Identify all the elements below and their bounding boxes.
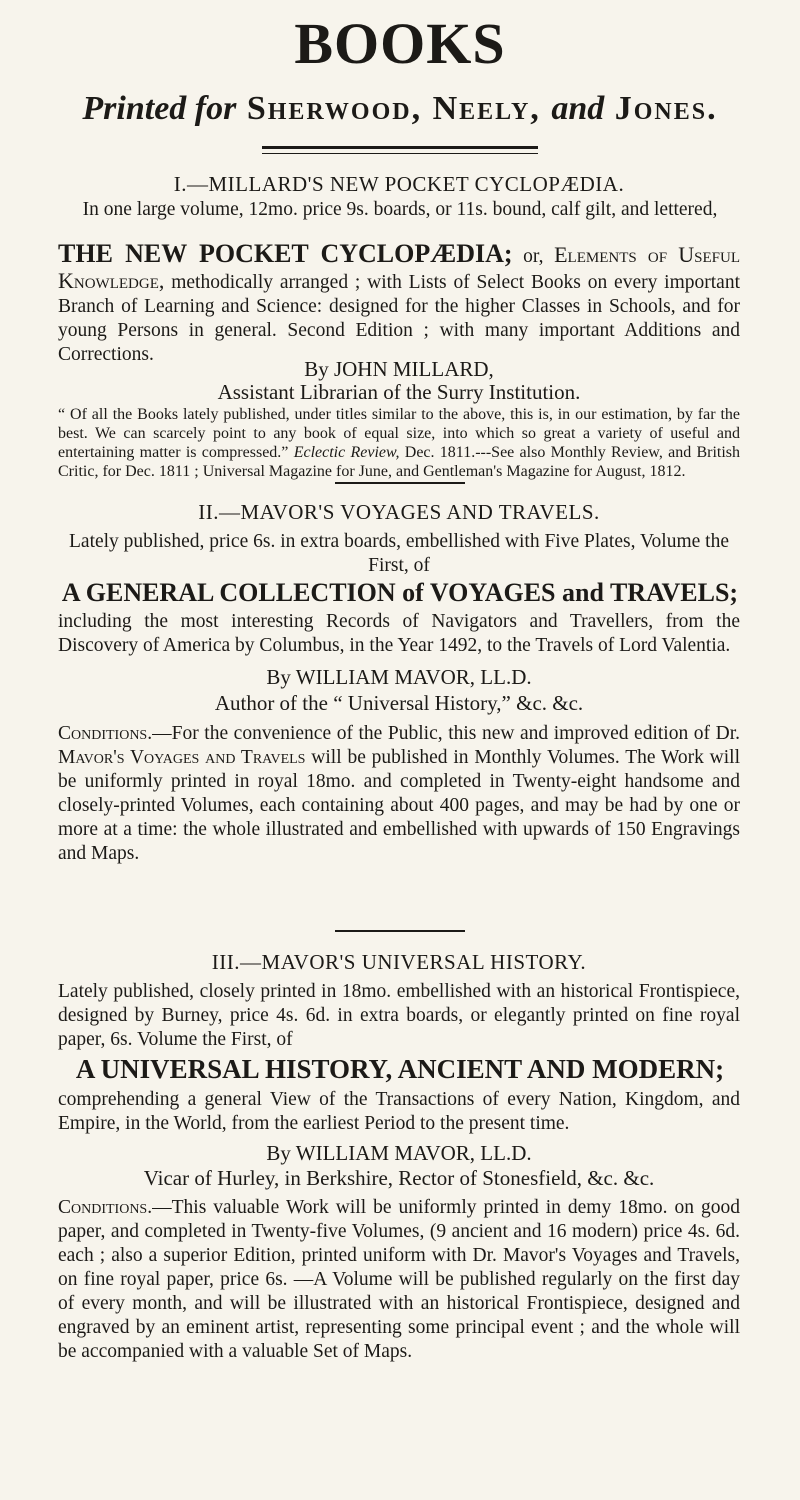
section-2-author: By WILLIAM MAVOR, LL.D.	[266, 665, 532, 689]
section-1-review-quote: “ Of all the Books lately published, under titles similar to the above, this is, in our estimation, by far the best. We can scarcely point to any book of equal size, into which so great a variety of useful and entertaining matter is compressed.”	[58, 406, 740, 461]
section-1-body	[58, 239, 741, 367]
section-2-intro: Lately published, price 6s. in extra boards, embellished with Five Plates, Volume the First, of	[69, 531, 729, 576]
printed-for-label: Printed for	[82, 90, 237, 127]
section-2-book-title: A GENERAL COLLECTION of VOYAGES and TRAVELS;	[61, 578, 739, 607]
section-2-conditions-label: Conditions.	[58, 723, 153, 744]
header-double-rule	[262, 146, 538, 154]
section-1-author-role: Assistant Librarian of the Surry Institution.	[217, 380, 581, 404]
section-2-heading: II.—MAVOR'S VOYAGES AND TRAVELS.	[198, 500, 600, 524]
section-2-conditions-text-1: —For the convenience of the Public, this new and improved edition of Dr.	[152, 723, 740, 744]
section-3-author: By WILLIAM MAVOR, LL.D.	[266, 1141, 532, 1165]
section-1-subtitle: Elements of Useful Knowledge,	[58, 242, 741, 293]
page-title: BOOKS	[294, 11, 506, 76]
section-3-heading: III.—MAVOR'S UNIVERSAL HISTORY.	[211, 950, 587, 974]
section-3-description: comprehending a general View of the Transactions of every Nation, Kingdom, and Empire, in the World, from the earliest Period to the present time.	[58, 1089, 740, 1134]
section-3-conditions-label: Conditions.	[58, 1197, 153, 1218]
section-1-heading: I.—MILLARD'S NEW POCKET CYCLOPÆDIA.	[173, 172, 625, 196]
section-2-conditions	[58, 722, 740, 866]
section-2-author-role: Author of the “ Universal History,” &c. &c.	[214, 691, 584, 715]
section-1-author: By JOHN MILLARD,	[304, 357, 494, 381]
section-1-or: or,	[523, 246, 544, 267]
publisher-neely: Neely,	[432, 90, 541, 127]
section-1-review-source: Eclectic Review,	[293, 444, 400, 461]
section-3-book-title: A UNIVERSAL HISTORY, ANCIENT AND MODERN;	[75, 1054, 725, 1084]
section-3-intro: Lately published, closely printed in 18mo. embellished with an historical Frontispiece, designed by Burney, price 4s. 6d. in extra boards, or elegantly printed on fine royal paper, 6s. Volume the First, of	[58, 981, 740, 1050]
publisher-line	[0, 90, 800, 128]
section-3-conditions-text: —This valuable Work will be uniformly printed in demy 18mo. on good paper, and completed in Twenty-five Volumes, (9 ancient and 16 modern) price 4s. 6d. each ; also a superior Edition, printed uniform with Dr. Mavor's Voyages and Travels, on fine royal paper, price 6s. —A Volume will be published regularly on the first day of every month, and will be illustrated with an historical Frontispiece, designed and engraved by an eminent artist, representing some principal event ; and the whole will be accompanied with a valuable Set of Maps.	[58, 1197, 740, 1362]
section-2-description: including the most interesting Records of Navigators and Travellers, from the Discovery of America by Columbus, in the Year 1492, to the Travels of Lord Valentia.	[58, 611, 740, 656]
section-2-conditions-title: Mavor's Voyages and Travels	[58, 747, 306, 768]
publisher-jones: Jones.	[614, 90, 718, 127]
section-1-review-tail: Dec. 1811.---See also Monthly Review, and British Critic, for Dec. 1811 ; Universal Magazine for June, and Gentleman's Magazine for August, 1812.	[58, 444, 741, 480]
section-1-review	[58, 405, 740, 481]
section-2-conditions-text-2: will be published in Monthly Volumes. The Work will be uniformly printed in royal 18mo. and completed in Twenty-eight handsome and closely-printed Volumes, each containing about 400 pages, and may be had by one or more at a time: the whole illustrated and embellished with upwards of 150 Engravings and Maps.	[58, 747, 740, 864]
publisher-sherwood: Sherwood,	[246, 90, 423, 127]
section-1-divider	[335, 482, 465, 484]
section-1-description: methodically arranged ; with Lists of Select Books on every important Branch of Learning and Science: designed for the higher Classes in Schools, and for young Persons in general. Second Edition ; with many important Additions and Corrections.	[58, 272, 741, 365]
section-1-book-title: THE NEW POCKET CYCLOPÆDIA;	[58, 239, 513, 268]
section-2-divider	[335, 930, 465, 932]
section-1-intro: In one large volume, 12mo. price 9s. boards, or 11s. bound, calf gilt, and lettered,	[82, 199, 718, 220]
section-3-author-role: Vicar of Hurley, in Berkshire, Rector of Stonesfield, &c. &c.	[143, 1166, 655, 1190]
section-3-conditions	[58, 1196, 740, 1364]
publisher-and: and	[551, 90, 605, 127]
